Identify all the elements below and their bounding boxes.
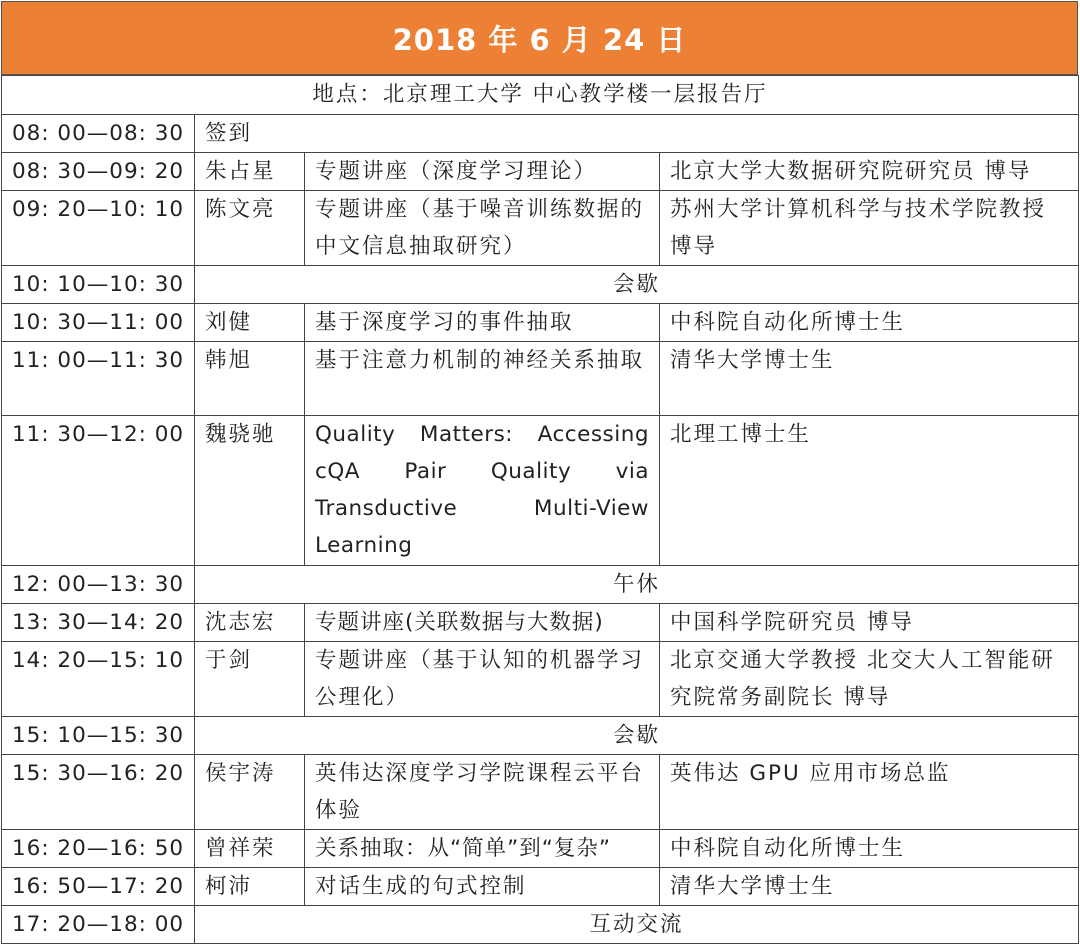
- time-cell: 11: 30—12: 00: [2, 416, 195, 566]
- affiliation-cell: 中科院自动化所博士生: [660, 304, 1079, 342]
- time-cell: 11: 00—11: 30: [2, 342, 195, 416]
- affiliation-cell: 清华大学博士生: [660, 342, 1079, 416]
- affiliation-cell: 中国科学院研究员 博导: [660, 604, 1079, 642]
- affiliation-cell: 清华大学博士生: [660, 868, 1079, 906]
- topic-cell: 关系抽取：从“简单”到“复杂”: [305, 830, 660, 868]
- time-cell: 08: 30—09: 20: [2, 153, 195, 191]
- break-cell: 会歇: [195, 717, 1079, 755]
- speaker-cell: 曾祥荣: [195, 830, 305, 868]
- location-row: [2, 76, 1079, 115]
- speaker-cell: 韩旭: [195, 342, 305, 416]
- speaker-cell: 陈文亮: [195, 191, 305, 266]
- table-row: [2, 566, 1079, 604]
- affiliation-cell: 北京交通大学教授 北交大人工智能研究院常务副院长 博导: [660, 642, 1079, 717]
- topic-cell: 对话生成的句式控制: [305, 868, 660, 906]
- time-cell: 15: 10—15: 30: [2, 717, 195, 755]
- table-row: [2, 153, 1079, 191]
- speaker-cell: 沈志宏: [195, 604, 305, 642]
- table-row: [2, 604, 1079, 642]
- table-row: [2, 717, 1079, 755]
- time-cell: 14: 20—15: 10: [2, 642, 195, 717]
- table-row: [2, 906, 1079, 944]
- time-cell: 08: 00—08: 30: [2, 115, 195, 153]
- schedule-date: 2018 年 6 月 24 日: [392, 22, 687, 57]
- speaker-cell: 魏骁驰: [195, 416, 305, 566]
- topic-cell: 基于注意力机制的神经关系抽取: [305, 342, 660, 416]
- topic-cell: 专题讲座（基于噪音训练数据的中文信息抽取研究）: [305, 191, 660, 266]
- table-row: [2, 115, 1079, 153]
- location-text: 地点：北京理工大学 中心教学楼一层报告厅: [2, 76, 1079, 115]
- time-cell: 16: 20—16: 50: [2, 830, 195, 868]
- time-cell: 17: 20—18: 00: [2, 906, 195, 944]
- affiliation-cell: 北京大学大数据研究院研究员 博导: [660, 153, 1079, 191]
- topic-cell: 英伟达深度学习学院课程云平台体验: [305, 755, 660, 830]
- break-cell: 午休: [195, 566, 1079, 604]
- schedule-header: [1, 1, 1078, 75]
- time-cell: 15: 30—16: 20: [2, 755, 195, 830]
- time-cell: 10: 10—10: 30: [2, 266, 195, 304]
- table-row: [2, 416, 1079, 566]
- topic-cell: Quality Matters: Accessing cQA Pair Quality via Transductive Multi-View Learning: [305, 416, 660, 566]
- time-cell: 16: 50—17: 20: [2, 868, 195, 906]
- topic-cell: 专题讲座(关联数据与大数据): [305, 604, 660, 642]
- schedule-table: [1, 75, 1079, 944]
- registration-cell: 签到: [195, 115, 1079, 153]
- closing-cell: 互动交流: [195, 906, 1079, 944]
- affiliation-cell: 英伟达 GPU 应用市场总监: [660, 755, 1079, 830]
- table-row: [2, 191, 1079, 266]
- speaker-cell: 刘健: [195, 304, 305, 342]
- time-cell: 10: 30—11: 00: [2, 304, 195, 342]
- topic-cell: 专题讲座（基于认知的机器学习公理化）: [305, 642, 660, 717]
- time-cell: 09: 20—10: 10: [2, 191, 195, 266]
- speaker-cell: 侯宇涛: [195, 755, 305, 830]
- table-row: [2, 266, 1079, 304]
- table-row: [2, 642, 1079, 717]
- table-row: [2, 830, 1079, 868]
- break-cell: 会歇: [195, 266, 1079, 304]
- speaker-cell: 柯沛: [195, 868, 305, 906]
- affiliation-cell: 北理工博士生: [660, 416, 1079, 566]
- table-row: [2, 868, 1079, 906]
- schedule: [1, 1, 1078, 944]
- topic-cell: 基于深度学习的事件抽取: [305, 304, 660, 342]
- speaker-cell: 于剑: [195, 642, 305, 717]
- time-cell: 13: 30—14: 20: [2, 604, 195, 642]
- table-row: [2, 304, 1079, 342]
- speaker-cell: 朱占星: [195, 153, 305, 191]
- time-cell: 12: 00—13: 30: [2, 566, 195, 604]
- topic-cell: 专题讲座（深度学习理论）: [305, 153, 660, 191]
- table-row: [2, 342, 1079, 416]
- table-row: [2, 755, 1079, 830]
- affiliation-cell: 苏州大学计算机科学与技术学院教授 博导: [660, 191, 1079, 266]
- affiliation-cell: 中科院自动化所博士生: [660, 830, 1079, 868]
